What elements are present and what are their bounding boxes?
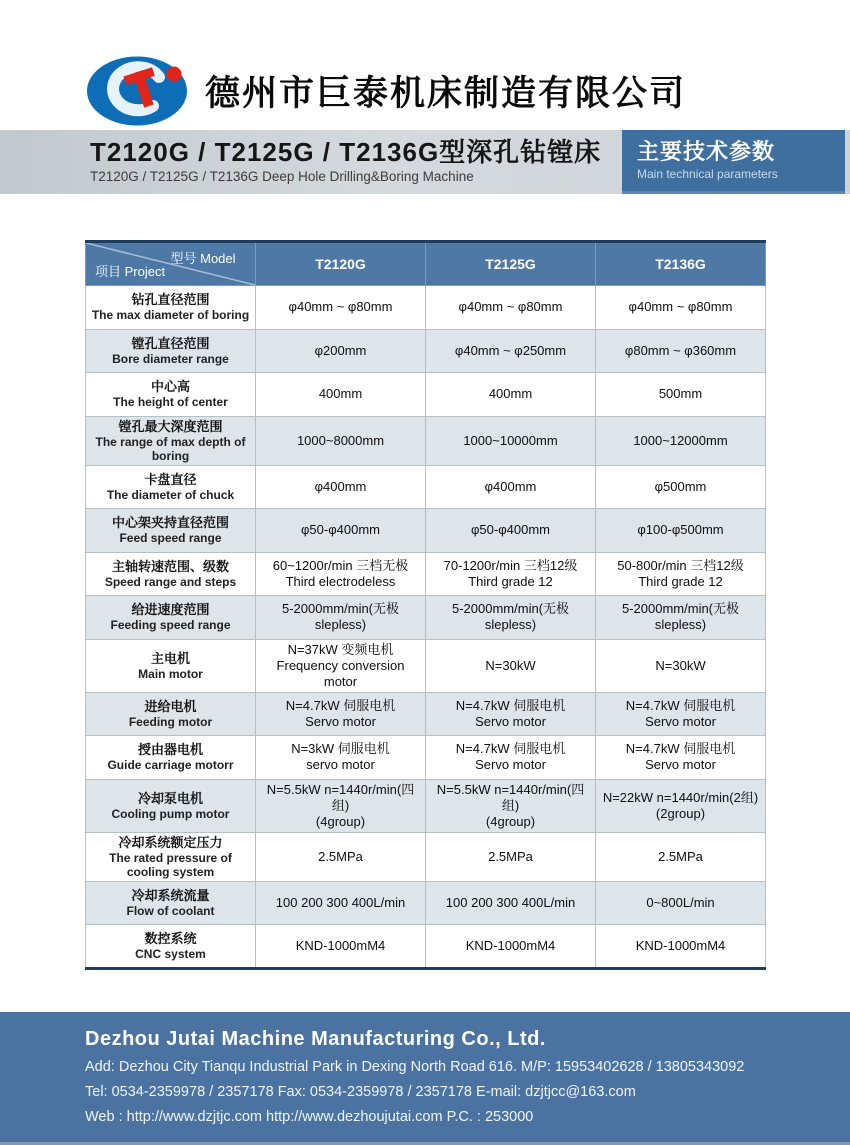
table-row (86, 596, 766, 640)
spec-value-cell: N=3kW 伺服电机 servo motor (256, 736, 426, 780)
spec-value-cell: 1000~8000mm (256, 416, 426, 465)
brand-header (85, 55, 686, 127)
product-title-en: T2120G / T2125G / T2136G Deep Hole Drilling&Boring Machine (90, 169, 474, 184)
row-label-en: The rated pressure of cooling system (109, 850, 232, 879)
spec-value-cell: N=4.7kW 伺服电机 Servo motor (426, 736, 596, 780)
row-label (86, 329, 256, 373)
spec-value-cell: N=4.7kW 伺服电机 Servo motor (596, 692, 766, 736)
spec-value-cell: N=30kW (596, 639, 766, 692)
spec-value-cell: KND-1000mM4 (256, 925, 426, 969)
table-row (86, 779, 766, 832)
footer-tel-line: Tel: 0534-2359978 / 2357178 Fax: 0534-2359978 / 2357178 E-mail: dzjtjcc@163.com (85, 1084, 636, 1100)
spec-value-cell: N=22kW n=1440r/min(2组) (2group) (596, 779, 766, 832)
row-label (86, 736, 256, 780)
table-row (86, 552, 766, 596)
row-label-cn: 镗孔直径范围 (131, 335, 210, 351)
table-row (86, 509, 766, 553)
spec-value-cell: 400mm (426, 373, 596, 417)
footer-address-line: Add: Dezhou City Tianqu Industrial Park in Dexing North Road 616. M/P: 15953402628 / 13805343092 (85, 1059, 745, 1075)
row-label-cn: 中心架夹持直径范围 (111, 515, 229, 531)
footer-web-line: Web : http://www.dzjtjc.com http://www.dezhoujutai.com P.C. : 253000 (85, 1109, 534, 1125)
spec-value-cell: 50-800r/min 三档12级 Third grade 12 (596, 552, 766, 596)
spec-value-cell: KND-1000mM4 (426, 925, 596, 969)
table-row (86, 881, 766, 925)
row-label (86, 881, 256, 925)
row-label-en: Bore diameter range (112, 351, 229, 366)
table-row (86, 286, 766, 330)
row-label (86, 639, 256, 692)
row-label-cn: 进给电机 (144, 698, 197, 714)
spec-header-row (86, 242, 766, 286)
spec-value-cell: 60~1200r/min 三档无极 Third electrodeless (256, 552, 426, 596)
column-header-t2125g: T2125G (426, 242, 596, 286)
spec-value-cell: φ400mm (426, 465, 596, 509)
spec-value-cell: 70-1200r/min 三档12级 Third grade 12 (426, 552, 596, 596)
spec-value-cell: 2.5MPa (426, 832, 596, 881)
row-label-cn: 中心高 (150, 379, 190, 395)
corner-cell (86, 242, 256, 286)
table-row (86, 373, 766, 417)
table-row (86, 639, 766, 692)
product-title-cn: T2120G / T2125G / T2136G型深孔钻镗床 (90, 137, 602, 167)
spec-value-cell: φ40mm ~ φ80mm (596, 286, 766, 330)
spec-value-cell: 100 200 300 400L/min (256, 881, 426, 925)
row-label-cn: 授由器电机 (137, 742, 203, 758)
row-label (86, 465, 256, 509)
row-label-cn: 冷却系统流量 (131, 887, 210, 903)
company-name-cn: 德州市巨泰机床制造有限公司 (205, 74, 687, 113)
row-label-en: Feed speed range (119, 531, 222, 546)
row-label (86, 416, 256, 465)
spec-value-cell: N=4.7kW 伺服电机 Servo motor (596, 736, 766, 780)
row-label-en: Main motor (138, 666, 203, 681)
row-label-en: The max diameter of boring (91, 308, 250, 323)
row-label (86, 552, 256, 596)
spec-value-cell: φ100-φ500mm (596, 509, 766, 553)
spec-value-cell: N=30kW (426, 639, 596, 692)
row-label (86, 925, 256, 969)
row-label-en: CNC system (135, 946, 206, 961)
row-label-en: Flow of coolant (126, 903, 215, 918)
spec-value-cell: N=37kW 变频电机 Frequency conversion motor (256, 639, 426, 692)
spec-value-cell: 100 200 300 400L/min (426, 881, 596, 925)
row-label-en: Guide carriage motorr (107, 758, 234, 773)
row-label-cn: 主轴转速范围、级数 (111, 558, 229, 574)
row-label-cn: 主电机 (150, 650, 190, 666)
model-label: 型号 Model (170, 251, 236, 266)
spec-value-cell: φ40mm ~ φ250mm (426, 329, 596, 373)
table-row (86, 416, 766, 465)
spec-value-cell: φ40mm ~ φ80mm (256, 286, 426, 330)
row-label-en: Feeding motor (128, 714, 213, 729)
tech-params-badge (622, 130, 845, 194)
spec-table-body (86, 286, 766, 969)
table-row (86, 832, 766, 881)
company-logo-icon (85, 55, 189, 127)
row-label-en: Cooling pump motor (111, 806, 230, 821)
row-label-cn: 钻孔直径范围 (131, 292, 210, 308)
spec-value-cell: 2.5MPa (256, 832, 426, 881)
spec-value-cell: φ50-φ400mm (426, 509, 596, 553)
row-label (86, 509, 256, 553)
spec-value-cell: N=4.7kW 伺服电机 Servo motor (256, 692, 426, 736)
spec-value-cell: 5-2000mm/min(无极slepless) (256, 596, 426, 640)
spec-value-cell: φ500mm (596, 465, 766, 509)
row-label (86, 832, 256, 881)
spec-value-cell: 2.5MPa (596, 832, 766, 881)
row-label-cn: 镗孔最大深度范围 (118, 418, 223, 434)
table-row (86, 692, 766, 736)
column-header-t2136g: T2136G (596, 242, 766, 286)
column-header-t2120g: T2120G (256, 242, 426, 286)
row-label-en: The diameter of chuck (106, 487, 235, 502)
row-label-cn: 冷却系统额定压力 (118, 834, 223, 850)
tech-params-badge-cn: 主要技术参数 (637, 139, 776, 164)
spec-value-cell: 1000~12000mm (596, 416, 766, 465)
table-row (86, 329, 766, 373)
table-row (86, 925, 766, 969)
spec-value-cell: KND-1000mM4 (596, 925, 766, 969)
spec-value-cell: φ80mm ~ φ360mm (596, 329, 766, 373)
spec-value-cell: N=5.5kW n=1440r/min(四组) (4group) (426, 779, 596, 832)
tech-params-badge-en: Main technical parameters (637, 167, 778, 181)
spec-value-cell: 400mm (256, 373, 426, 417)
footer-company-name: Dezhou Jutai Machine Manufacturing Co., Ltd. (85, 1028, 546, 1050)
spec-value-cell: 1000~10000mm (426, 416, 596, 465)
spec-value-cell: 0~800L/min (596, 881, 766, 925)
row-label-en: The range of max depth of boring (95, 434, 246, 463)
row-label-cn: 卡盘直径 (144, 471, 197, 487)
spec-value-cell: N=4.7kW 伺服电机 Servo motor (426, 692, 596, 736)
table-row (86, 465, 766, 509)
row-label (86, 779, 256, 832)
spec-value-cell: 5-2000mm/min(无极slepless) (596, 596, 766, 640)
footer (0, 1012, 850, 1145)
row-label (86, 596, 256, 640)
spec-value-cell: 500mm (596, 373, 766, 417)
row-label (86, 286, 256, 330)
spec-value-cell: φ400mm (256, 465, 426, 509)
spec-table (85, 240, 766, 970)
spec-value-cell: φ50-φ400mm (256, 509, 426, 553)
spec-value-cell: φ40mm ~ φ80mm (426, 286, 596, 330)
row-label (86, 373, 256, 417)
spec-value-cell: 5-2000mm/min(无极slepless) (426, 596, 596, 640)
spec-value-cell: N=5.5kW n=1440r/min(四组) (4group) (256, 779, 426, 832)
table-row (86, 736, 766, 780)
row-label-cn: 给进速度范围 (131, 602, 210, 618)
project-label: 项目 Project (95, 264, 166, 279)
row-label (86, 692, 256, 736)
row-label-en: Feeding speed range (110, 618, 231, 633)
spec-value-cell: φ200mm (256, 329, 426, 373)
row-label-en: Speed range and steps (104, 574, 237, 589)
row-label-cn: 冷却泵电机 (137, 790, 203, 806)
row-label-cn: 数控系统 (144, 930, 197, 946)
row-label-en: The height of center (113, 395, 228, 410)
